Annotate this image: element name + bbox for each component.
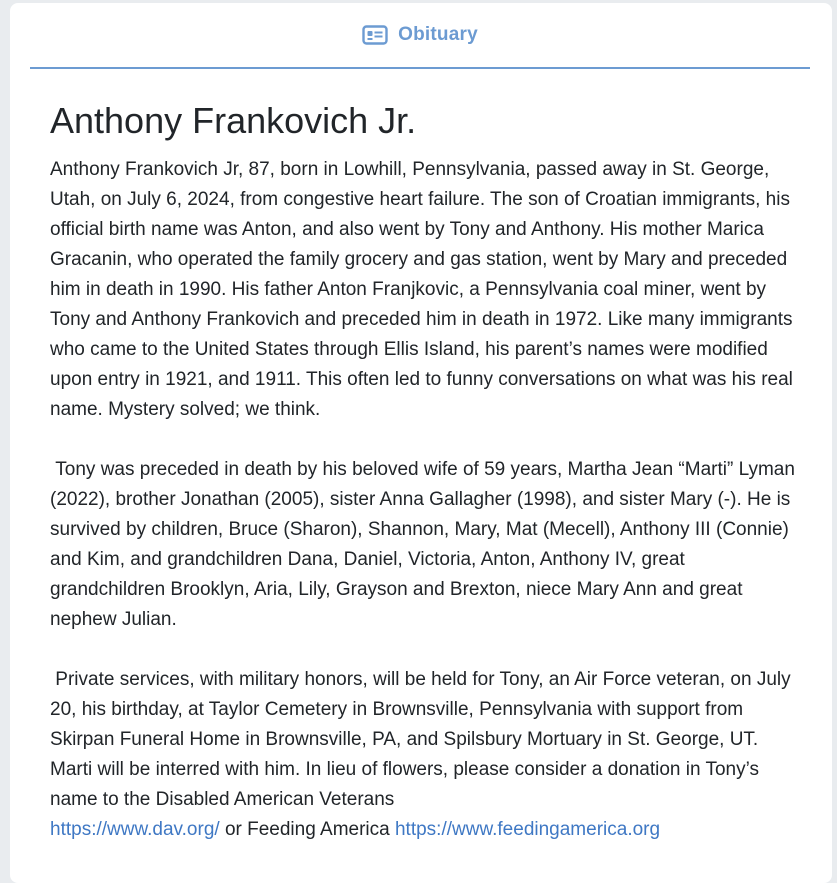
- tab-obituary[interactable]: [30, 3, 810, 69]
- dav-link[interactable]: https://www.dav.org/: [50, 819, 220, 840]
- obituary-paragraph-2: Tony was preceded in death by his beloved wife of 59 years, Martha Jean “Marti” Lyman (2022), brother Jonathan (2005), sister Anna Gallagher (1998), and sister Mary (-). He is survived by children, Bruce (Sharon), Shannon, Mary, Mat (Mecell), Anthony III (Connie) and Kim, and grandchildren Dana, Daniel, Victoria, Anton, Anthony IV, great grandchildren Brooklyn, Aria, Lily, Grayson and Brexton, niece Mary Ann and great nephew Julian.: [50, 459, 801, 630]
- obituary-card: [10, 3, 832, 883]
- feeding-america-link[interactable]: https://www.feedingamerica.org: [394, 819, 661, 840]
- id-card-icon: [362, 25, 388, 45]
- obituary-paragraph-1: Anthony Frankovich Jr, 87, born in Lowhill, Pennsylvania, passed away in St. George, Utah, on July 6, 2024, from congestive heart failure. The son of Croatian immigrants, his official birth name was Anton, and also went by Tony and Anthony. His mother Marica Gracanin, who operated the family grocery and gas station, went by Mary and preceded him in death in 1990. His father Anton Franjkovic, a Pennsylvania coal miner, went by Tony and Anthony Frankovich and preceded him in death in 1972. Like many immigrants who came to the United States through Ellis Island, his parent’s names were modified upon entry in 1921, and 1911. This often led to funny conversations on what was his real name. Mystery solved; we think.: [50, 159, 799, 420]
- services-text: Private services, with military honors, will be held for Tony, an Air Force veteran, on July 20, his birthday, at Taylor Cemetery in Brownsville, Pennsylvania with support from Skirpan Funeral Home in Brownsville, PA, and Spilsbury Mortuary in St. George, UT. Marti will be interred with him. In lieu of flowers, please consider a donation in Tony’s name to the Disabled American Veterans: [50, 669, 796, 810]
- obituary-paragraph-3: [50, 665, 805, 845]
- tab-label: Obituary: [398, 24, 478, 45]
- obituary-content: [50, 99, 805, 875]
- deceased-name: Anthony Frankovich Jr.: [50, 100, 417, 141]
- link-connector-text: or Feeding America: [219, 819, 395, 840]
